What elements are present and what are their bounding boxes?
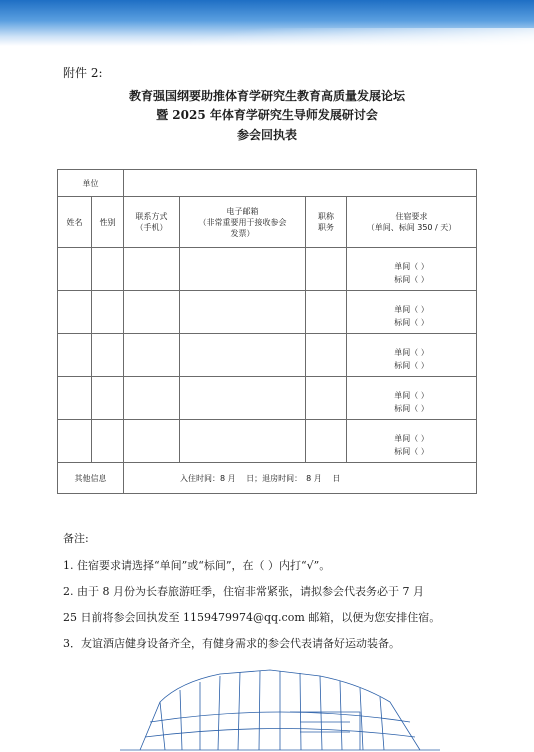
email-cell[interactable] xyxy=(180,334,306,377)
title-cell[interactable] xyxy=(306,334,347,377)
name-cell[interactable] xyxy=(58,420,92,463)
table-row xyxy=(58,248,477,291)
contact-cell[interactable] xyxy=(124,377,180,420)
gender-cell[interactable] xyxy=(92,377,124,420)
standard-room-option[interactable]: 标间（ ） xyxy=(394,361,429,370)
lodging-cell[interactable] xyxy=(347,420,477,463)
header-decoration-band xyxy=(0,0,534,46)
other-info-row xyxy=(58,463,477,494)
title-cell[interactable] xyxy=(306,291,347,334)
note-item-3: 3．友谊酒店健身设备齐全，有健身需求的参会代表请备好运动装备。 xyxy=(63,637,400,650)
gender-cell[interactable] xyxy=(92,248,124,291)
contact-cell[interactable] xyxy=(124,248,180,291)
title-cell[interactable] xyxy=(306,248,347,291)
notes-heading: 备注: xyxy=(63,532,89,545)
title-line-1: 教育强国纲要助推体育学研究生教育高质量发展论坛 xyxy=(128,89,405,103)
email-cell[interactable] xyxy=(180,291,306,334)
name-cell[interactable] xyxy=(58,377,92,420)
email-cell[interactable] xyxy=(180,377,306,420)
attachment-label: 附件 2: xyxy=(63,66,103,80)
table-row xyxy=(58,334,477,377)
table-row xyxy=(58,377,477,420)
header-gender: 性别 xyxy=(92,197,124,248)
title-cell[interactable] xyxy=(306,420,347,463)
stadium-illustration xyxy=(120,662,440,752)
single-room-option[interactable]: 单间（ ） xyxy=(394,434,429,443)
standard-room-option[interactable]: 标间（ ） xyxy=(394,447,429,456)
name-cell[interactable] xyxy=(58,248,92,291)
header-lodging: 住宿要求 （单间、标间 350 / 天） xyxy=(347,197,477,248)
single-room-option[interactable]: 单间（ ） xyxy=(394,262,429,271)
standard-room-option[interactable]: 标间（ ） xyxy=(394,404,429,413)
header-name: 姓名 xyxy=(58,197,92,248)
name-cell[interactable] xyxy=(58,291,92,334)
lodging-cell[interactable] xyxy=(347,334,477,377)
contact-cell[interactable] xyxy=(124,420,180,463)
lodging-cell[interactable] xyxy=(347,291,477,334)
header-row xyxy=(58,197,477,248)
note-item-1: 1. 住宿要求请选择“单间”或“标间”，在（ ）内打“√”。 xyxy=(63,559,331,572)
header-contact: 联系方式 （手机） xyxy=(124,197,180,248)
single-room-option[interactable]: 单间（ ） xyxy=(394,391,429,400)
title-line-2: 暨 2025 年体育学研究生导师发展研讨会 xyxy=(156,108,378,122)
gender-cell[interactable] xyxy=(92,420,124,463)
gender-cell[interactable] xyxy=(92,334,124,377)
standard-room-option[interactable]: 标间（ ） xyxy=(394,318,429,327)
lodging-cell[interactable] xyxy=(347,377,477,420)
table-row xyxy=(58,291,477,334)
table-row xyxy=(58,420,477,463)
email-cell[interactable] xyxy=(180,248,306,291)
contact-cell[interactable] xyxy=(124,291,180,334)
single-room-option[interactable]: 单间（ ） xyxy=(394,305,429,314)
note-item-2-continued: 25 日前将参会回执发至 1159479974@qq.com 邮箱，以便为您安排住宿。 xyxy=(63,611,441,624)
header-email: 电子邮箱 （非常重要用于接收参会 发票） xyxy=(180,197,306,248)
unit-input-cell[interactable] xyxy=(124,170,477,197)
gender-cell[interactable] xyxy=(92,291,124,334)
lodging-cell[interactable] xyxy=(347,248,477,291)
name-cell[interactable] xyxy=(58,334,92,377)
unit-row xyxy=(58,170,477,197)
registration-table xyxy=(57,169,477,494)
email-cell[interactable] xyxy=(180,420,306,463)
single-room-option[interactable]: 单间（ ） xyxy=(394,348,429,357)
title-cell[interactable] xyxy=(306,377,347,420)
standard-room-option[interactable]: 标间（ ） xyxy=(394,275,429,284)
header-title: 职称 职务 xyxy=(306,197,347,248)
checkin-checkout-times[interactable]: 入住时间：8 月 日；退房时间： 8 月 日 xyxy=(124,463,477,494)
note-item-2: 2. 由于 8 月份为长春旅游旺季，住宿非常紧张，请拟参会代表务必于 7 月 xyxy=(63,585,424,598)
title-line-3: 参会回执表 xyxy=(236,128,297,142)
contact-cell[interactable] xyxy=(124,334,180,377)
unit-label: 单位 xyxy=(58,170,124,197)
other-info-label: 其他信息 xyxy=(58,463,124,494)
